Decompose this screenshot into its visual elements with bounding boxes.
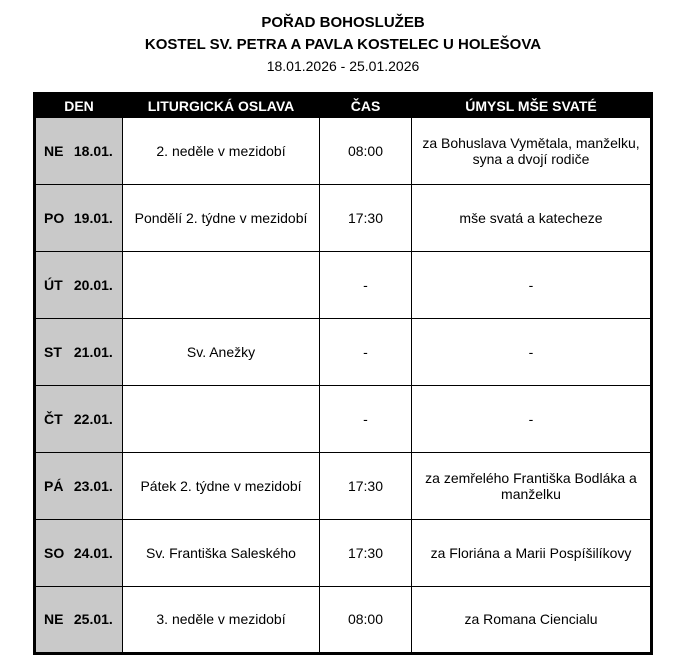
celebration-cell: [123, 385, 320, 452]
time-cell: 17:30: [320, 519, 412, 586]
table-row: [35, 251, 652, 318]
day-cell: [35, 586, 123, 653]
day-cell: [35, 452, 123, 519]
celebration-cell: 3. neděle v mezidobí: [123, 586, 320, 653]
day-abbrev: ÚT: [44, 276, 63, 293]
day-abbrev: ČT: [44, 410, 63, 427]
time-cell: 08:00: [320, 117, 412, 184]
column-header-umysl: ÚMYSL MŠE SVATÉ: [412, 93, 652, 117]
intention-cell: mše svatá a katecheze: [412, 184, 652, 251]
celebration-cell: Sv. Anežky: [123, 318, 320, 385]
day-abbrev: SO: [44, 544, 65, 561]
page-subtitle: KOSTEL SV. PETRA A PAVLA KOSTELEC U HOLEŠOVA: [144, 35, 542, 53]
intention-cell: -: [412, 385, 652, 452]
day-abbrev: NE: [44, 611, 64, 627]
table-row: [35, 586, 652, 653]
day-date: 22.01.: [73, 410, 113, 427]
day-date: 23.01.: [73, 477, 113, 494]
celebration-cell: Pátek 2. týdne v mezidobí: [123, 452, 320, 519]
intention-cell: -: [412, 251, 652, 318]
column-header-den: DEN: [35, 93, 123, 117]
table-row: [35, 117, 652, 184]
celebration-cell: 2. neděle v mezidobí: [123, 117, 320, 184]
intention-cell: za Floriána a Marii Pospíšilíkovy: [412, 519, 652, 586]
day-date: 19.01.: [73, 209, 113, 226]
column-header-liturgicka-oslava: LITURGICKÁ OSLAVA: [123, 93, 320, 117]
date-range: 18.01.2026 - 25.01.2026: [266, 57, 420, 74]
day-abbrev: PÁ: [44, 477, 64, 494]
time-cell: -: [320, 251, 412, 318]
time-cell: -: [320, 318, 412, 385]
intention-cell: za Romana Ciencialu: [412, 586, 652, 653]
table-row: [35, 385, 652, 452]
day-cell: [35, 318, 123, 385]
time-cell: 17:30: [320, 452, 412, 519]
day-cell: [35, 385, 123, 452]
day-abbrev: NE: [44, 142, 64, 159]
intention-cell: za zemřelého Františka Bodláka a manželku: [412, 452, 652, 519]
column-header-cas: ČAS: [320, 93, 412, 117]
time-cell: -: [320, 385, 412, 452]
day-date: 25.01.: [73, 611, 113, 627]
document-header: [0, 0, 686, 77]
page-title: POŘAD BOHOSLUŽEB: [261, 14, 425, 31]
day-cell: [35, 519, 123, 586]
day-date: 24.01.: [73, 544, 113, 561]
day-date: 21.01.: [73, 343, 113, 360]
intention-cell: -: [412, 318, 652, 385]
day-date: 18.01.: [73, 142, 113, 159]
table-header-row: [35, 93, 652, 117]
day-cell: [35, 251, 123, 318]
day-cell: [35, 184, 123, 251]
table-row: [35, 452, 652, 519]
celebration-cell: Pondělí 2. týdne v mezidobí: [123, 184, 320, 251]
table-row: [35, 519, 652, 586]
celebration-cell: Sv. Františka Saleského: [123, 519, 320, 586]
day-abbrev: PO: [44, 209, 65, 226]
day-abbrev: ST: [44, 343, 62, 360]
table-row: [35, 184, 652, 251]
time-cell: 08:00: [320, 586, 412, 653]
time-cell: 17:30: [320, 184, 412, 251]
celebration-cell: [123, 251, 320, 318]
day-date: 20.01.: [73, 276, 113, 293]
schedule-table: [33, 92, 653, 655]
intention-cell: za Bohuslava Vymětala, manželku, syna a dvojí rodiče: [412, 117, 652, 184]
day-cell: [35, 117, 123, 184]
table-row: [35, 318, 652, 385]
